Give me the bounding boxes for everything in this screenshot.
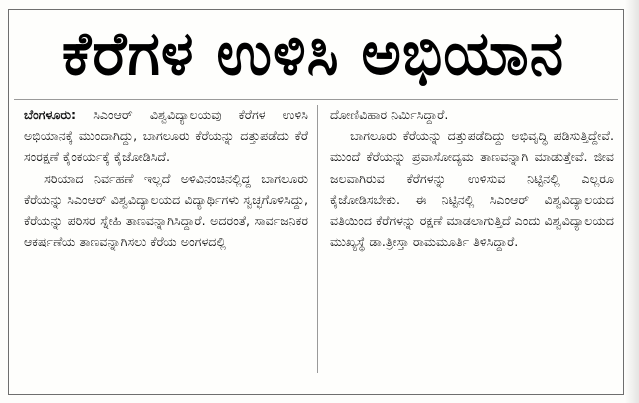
- article-headline: ಕೆರೆಗಳ ಉಳಿಸಿ ಅಭಿಯಾನ: [61, 19, 565, 89]
- headline-rule: [14, 99, 618, 100]
- article-column-right: [330, 104, 614, 252]
- right-paragraph-2: ಬಾಗಲೂರು ಕೆರೆಯನ್ನು ದತ್ತುಪಡೆದಿದ್ದು ಅಭಿವೃದ್ಧಿ ಪಡಿಸುತ್ತಿದ್ದೇವೆ. ಮುಂದೆ ಕೆರೆಯನ್ನು ಪ್ರವಾಸೋದ್ಯಮ ತಾಣವನ್ನಾಗಿ ಮಾಡುತ್ತೇವೆ. ಜೀವ ಜಲವಾಗಿರುವ ಕೆರೆಗಳನ್ನು ಉಳಿಸುವ ನಿಟ್ಟಿನಲ್ಲಿ ಎಲ್ಲರೂ ಕೈಜೋಡಿಸಬೇಕು. ಈ ನಿಟ್ಟಿನಲ್ಲಿ ಸಿಎಂಆರ್ ವಿಶ್ವವಿದ್ಯಾಲಯದ ವತಿಯಿಂದ ಕೆರೆಗಳನ್ನು ರಕ್ಷಣೆ ಮಾಡಲಾಗುತ್ತಿದೆ ಎಂದು ವಿಶ್ವವಿದ್ಯಾಲಯದ ಮುಖ್ಯಸ್ಥೆ ಡಾ.ತ್ರೀಸ್ತಾ ರಾಮಮೂರ್ತಿ ತಿಳಿಸಿದ್ದಾರೆ.: [330, 128, 614, 250]
- left-paragraph-2: ಸರಿಯಾದ ನಿರ್ವಹಣೆ ಇಲ್ಲದೆ ಅಳಿವಿನಂಚಿನಲ್ಲಿದ್ದ ಬಾಗಲೂರು ಕೆರೆಯನ್ನು ಸಿಎಂಆರ್ ವಿಶ್ವವಿದ್ಯಾಲಯದ ವಿದ್ಯಾರ್ಥಿಗಳು ಸ್ವಚ್ಛಗೊಳಿಸಿದ್ದು, ಕೆರೆಯನ್ನು ಪರಿಸರ ಸ್ನೇಹಿ ತಾಣವನ್ನಾಗಿಸಿದ್ದಾರೆ. ಅದರಂತೆ, ಸಾರ್ವಜನಿಕರ ಆಕರ್ಷಣೆಯ ತಾಣವನ್ನಾಗಿಸಲು ಕೆರೆಯ ಅಂಗಳದಲ್ಲಿ: [24, 170, 308, 250]
- page-edge-shadow: [625, 0, 639, 403]
- left-paragraph-1: [24, 104, 308, 168]
- right-paragraph-1: ದೋಣಿವಿಹಾರ ನಿರ್ಮಿಸಿದ್ದಾರೆ.: [330, 107, 449, 122]
- article-dateline: ಬೆಂಗಳೂರು:: [24, 107, 77, 122]
- article-column-left: [24, 104, 308, 252]
- left-paragraph-1-text: ಸಿಎಂಆರ್ ವಿಶ್ವವಿದ್ಯಾಲಯವು ಕೆರೆಗಳ ಉಳಿಸಿ ಅಭಿಯಾನಕ್ಕೆ ಮುಂದಾಗಿದ್ದು, ಬಾಗಲೂರು ಕೆರೆಯನ್ನು ದತ್ತುಪಡೆದು ಕೆರೆ ಸಂರಕ್ಷಣೆ ಕೈಂಕರ್ಯಕ್ಕೆ ಕೈಜೋಡಿಸಿದೆ.: [24, 107, 308, 165]
- column-divider: [317, 105, 318, 373]
